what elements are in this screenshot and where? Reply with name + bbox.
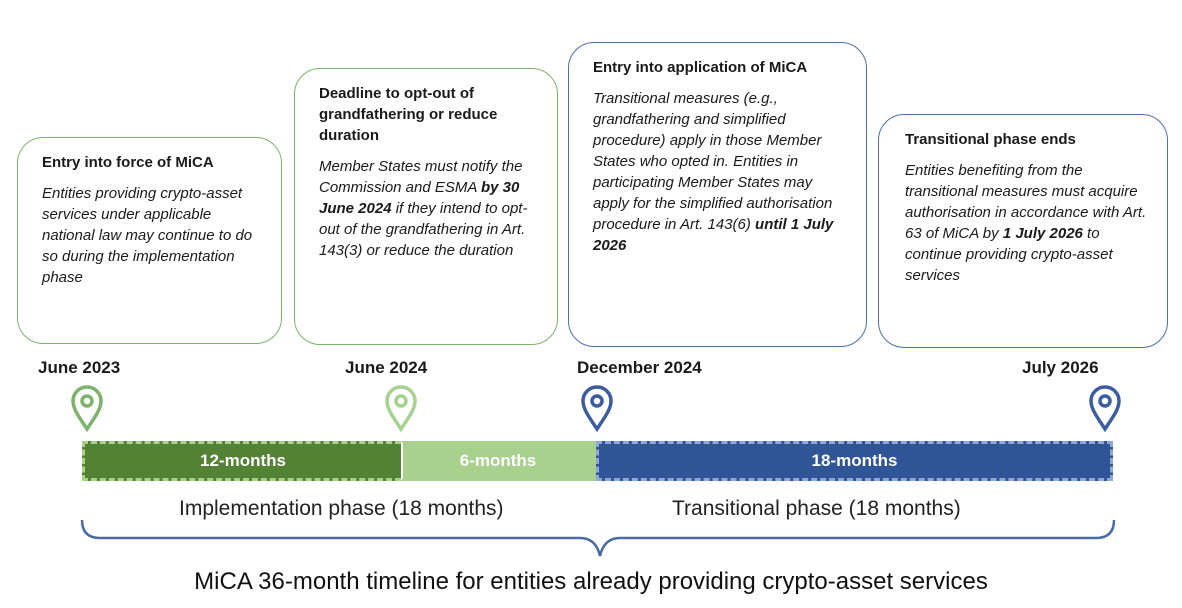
milestone-box-june-2023: [17, 137, 282, 344]
timeline-brace: [78, 516, 1118, 562]
milestone-body-text: Transitional measures (e.g., grandfathering and simplified procedure) apply in those Member States who opted in. Entities in participating Member States may apply for the simplified authorisation procedure in Art. 143(6): [593, 90, 833, 233]
milestone-body: [319, 156, 543, 261]
implementation-phase-label: Implementation phase (18 months): [179, 497, 504, 520]
milestone-body: [905, 160, 1151, 286]
segment-label: 18-months: [811, 451, 898, 470]
diagram-caption: MiCA 36-month timeline for entities already providing crypto-asset services: [194, 568, 988, 595]
milestone-body: [42, 183, 265, 288]
location-pin-icon: [70, 384, 104, 432]
segment-label: 12-months: [200, 451, 286, 470]
milestone-title: Entry into force of MiCA: [42, 154, 214, 171]
milestone-box-july-2026: [878, 114, 1168, 348]
milestone-body-text: Entities providing crypto-asset services under applicable national law may continue to do so during the implementation phase: [42, 185, 253, 286]
milestone-body: [593, 88, 852, 256]
date-label-july-2026: July 2026: [1022, 358, 1099, 377]
milestone-box-december-2024: [568, 42, 867, 347]
timeline-segment-12-months: [82, 441, 401, 481]
location-pin-icon: [580, 384, 614, 432]
date-label-december-2024: December 2024: [577, 358, 702, 377]
milestone-title: Transitional phase ends: [905, 131, 1076, 148]
milestone-title: Entry into application of MiCA: [593, 59, 808, 76]
milestone-title: Deadline to opt-out of grandfathering or reduce duration: [319, 85, 498, 144]
date-label-june-2024: June 2024: [345, 358, 428, 377]
segment-label: 6-months: [459, 451, 537, 470]
milestone-box-june-2024: [294, 68, 558, 345]
date-label-june-2023: June 2023: [38, 358, 121, 377]
milestone-body-emphasis: until 1 July 2026: [593, 216, 834, 254]
milestone-body-text: if they intend to opt-out of the grandfathering in Art. 143(3) or reduce the duration: [319, 200, 528, 259]
timeline-segment-18-months: [596, 441, 1113, 481]
milestone-body-emphasis: 1 July 2026: [1002, 225, 1083, 242]
location-pin-icon: [384, 384, 418, 432]
milestone-body-text: Member States must notify the Commission and ESMA: [319, 158, 523, 196]
transitional-phase-label: Transitional phase (18 months): [672, 497, 961, 520]
milestone-body-emphasis: by 30 June 2024: [319, 179, 520, 217]
location-pin-icon: [1088, 384, 1122, 432]
milestone-body-text: to continue providing crypto-asset services: [905, 225, 1113, 284]
milestone-body-text: Entities benefiting from the transitional measures must acquire authorisation in accordance with Art. 63 of MiCA by: [905, 162, 1147, 242]
timeline-segment-6-months: [401, 441, 596, 481]
